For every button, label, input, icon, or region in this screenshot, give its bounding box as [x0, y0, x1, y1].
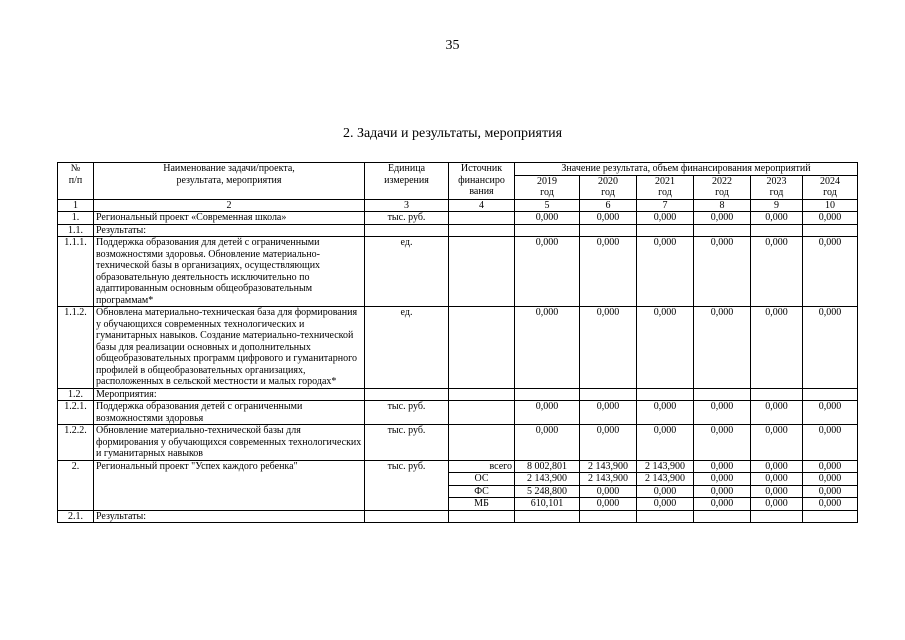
table-row: [58, 224, 858, 237]
row-value: [803, 388, 858, 401]
row-number: 2.: [58, 460, 94, 510]
row-name: Результаты:: [94, 510, 365, 523]
row-number: 1.1.: [58, 224, 94, 237]
row-source: МБ: [449, 498, 515, 511]
row-value: 0,000: [637, 237, 694, 307]
header-source: Источник финансиро вания: [449, 163, 515, 200]
header-year: 2023 год: [751, 175, 803, 199]
table-row: [58, 401, 858, 425]
row-value: 0,000: [637, 425, 694, 461]
row-source: [449, 425, 515, 461]
column-number: 5: [515, 199, 580, 212]
header-name: Наименование задачи/проекта, результата, мероприятия: [94, 163, 365, 200]
row-value: 0,000: [751, 473, 803, 486]
column-number: 1: [58, 199, 94, 212]
row-source: [449, 401, 515, 425]
row-value: [637, 224, 694, 237]
header-year: 2019 год: [515, 175, 580, 199]
row-value: 0,000: [751, 237, 803, 307]
row-value: 5 248,800: [515, 485, 580, 498]
row-value: 0,000: [751, 485, 803, 498]
row-empty-cell: [694, 510, 751, 523]
column-number: 2: [94, 199, 365, 212]
row-empty-cell: [515, 510, 580, 523]
row-value: 0,000: [751, 212, 803, 225]
row-value: 0,000: [751, 401, 803, 425]
row-name: Результаты:: [94, 224, 365, 237]
row-source: всего: [449, 460, 515, 473]
header-year: 2020 год: [580, 175, 637, 199]
row-value: [637, 388, 694, 401]
row-value: 0,000: [694, 307, 751, 389]
row-value: [751, 388, 803, 401]
row-empty-cell: [580, 510, 637, 523]
row-value: [751, 224, 803, 237]
row-value: 0,000: [637, 212, 694, 225]
row-empty-cell: [803, 510, 858, 523]
row-value: 0,000: [751, 307, 803, 389]
row-value: 0,000: [515, 401, 580, 425]
row-value: 0,000: [803, 401, 858, 425]
row-source: [449, 212, 515, 225]
row-source: [449, 224, 515, 237]
row-value: 2 143,900: [637, 473, 694, 486]
column-number: 8: [694, 199, 751, 212]
row-number: 1.1.2.: [58, 307, 94, 389]
row-value: 0,000: [580, 212, 637, 225]
row-source: [449, 307, 515, 389]
row-value: 0,000: [637, 498, 694, 511]
row-number: 1.2.1.: [58, 401, 94, 425]
column-number: 4: [449, 199, 515, 212]
row-source: ФС: [449, 485, 515, 498]
row-value: [694, 388, 751, 401]
row-value: 2 143,900: [637, 460, 694, 473]
row-value: 0,000: [637, 307, 694, 389]
row-value: 0,000: [803, 237, 858, 307]
results-table: [57, 162, 858, 523]
row-unit: [365, 224, 449, 237]
row-value: 0,000: [694, 460, 751, 473]
row-name: Поддержка образования детей с ограниченными возможностями здоровья: [94, 401, 365, 425]
row-value: 0,000: [694, 401, 751, 425]
row-value: [580, 388, 637, 401]
column-number: 7: [637, 199, 694, 212]
row-value: 0,000: [694, 473, 751, 486]
row-value: 0,000: [580, 401, 637, 425]
header-unit: Единица измерения: [365, 163, 449, 200]
row-source: [449, 388, 515, 401]
row-value: [694, 224, 751, 237]
row-unit: тыс. руб.: [365, 460, 449, 510]
row-number: 1.2.: [58, 388, 94, 401]
row-unit: тыс. руб.: [365, 425, 449, 461]
row-empty-cell: [751, 510, 803, 523]
row-value: 0,000: [637, 485, 694, 498]
row-value: 0,000: [694, 485, 751, 498]
page-number: 35: [445, 38, 460, 53]
header-values-group: Значение результата, объем финансирования мероприятий: [515, 163, 858, 176]
row-value: 0,000: [694, 425, 751, 461]
row-value: 0,000: [515, 307, 580, 389]
column-number: 9: [751, 199, 803, 212]
row-number: 1.1.1.: [58, 237, 94, 307]
table-row: [58, 212, 858, 225]
header-num: № п/п: [58, 163, 94, 200]
row-value: [580, 224, 637, 237]
row-value: 0,000: [803, 460, 858, 473]
row-value: 0,000: [694, 237, 751, 307]
row-value: 0,000: [515, 425, 580, 461]
row-value: 2 143,900: [580, 460, 637, 473]
table-row: [58, 307, 858, 389]
row-unit: ед.: [365, 237, 449, 307]
row-value: 0,000: [803, 473, 858, 486]
row-empty-cell: [365, 510, 449, 523]
row-name: Обновлена материально-техническая база для формирования у обучающихся современных технологических и гуманитарных навыков. Создание материально-технической базы для реализации основных и дополнительных общеобразовательных программ цифрового и гуманитарного профилей в общеобразовательных организациях, расположенных в сельской местности и малых городах*: [94, 307, 365, 389]
header-row: [58, 163, 858, 176]
table-row: [58, 460, 858, 473]
table-row: [58, 388, 858, 401]
row-name: Мероприятия:: [94, 388, 365, 401]
row-value: 610,101: [515, 498, 580, 511]
row-value: 0,000: [751, 460, 803, 473]
row-value: 0,000: [803, 485, 858, 498]
row-name: Обновление материально-технической базы для формирования у обучающихся современных технологических и гуманитарных навыков: [94, 425, 365, 461]
row-unit: ед.: [365, 307, 449, 389]
row-empty-cell: [637, 510, 694, 523]
column-number: 3: [365, 199, 449, 212]
row-value: 0,000: [580, 237, 637, 307]
row-value: 0,000: [803, 425, 858, 461]
row-value: 0,000: [751, 498, 803, 511]
column-number: 10: [803, 199, 858, 212]
header-year: 2021 год: [637, 175, 694, 199]
row-value: 0,000: [694, 212, 751, 225]
row-empty-cell: [449, 510, 515, 523]
row-source: [449, 237, 515, 307]
row-value: 0,000: [515, 212, 580, 225]
row-value: 0,000: [803, 498, 858, 511]
row-value: 2 143,900: [515, 473, 580, 486]
row-source: ОС: [449, 473, 515, 486]
section-title: 2. Задачи и результаты, мероприятия: [342, 126, 563, 141]
row-value: 0,000: [580, 307, 637, 389]
table-row: [58, 237, 858, 307]
row-value: 0,000: [803, 307, 858, 389]
row-value: [515, 388, 580, 401]
row-value: [515, 224, 580, 237]
row-value: 0,000: [580, 485, 637, 498]
row-value: 0,000: [580, 498, 637, 511]
row-value: 0,000: [515, 237, 580, 307]
row-value: 0,000: [803, 212, 858, 225]
row-value: 0,000: [637, 401, 694, 425]
table-row: [58, 425, 858, 461]
column-number-row: [58, 199, 858, 212]
row-number: 1.2.2.: [58, 425, 94, 461]
row-unit: [365, 388, 449, 401]
column-number: 6: [580, 199, 637, 212]
row-name: Региональный проект "Успех каждого ребенка": [94, 460, 365, 510]
row-value: 0,000: [694, 498, 751, 511]
row-unit: тыс. руб.: [365, 401, 449, 425]
row-name: Региональный проект «Современная школа»: [94, 212, 365, 225]
row-value: 0,000: [580, 425, 637, 461]
row-value: 0,000: [751, 425, 803, 461]
header-year: 2022 год: [694, 175, 751, 199]
row-number: 1.: [58, 212, 94, 225]
row-value: 2 143,900: [580, 473, 637, 486]
row-number: 2.1.: [58, 510, 94, 523]
row-unit: тыс. руб.: [365, 212, 449, 225]
row-name: Поддержка образования для детей с ограниченными возможностями здоровья. Обновление материально-технической базы в организациях, осуществляющих образовательную деятельность исключительно по адаптированным основным общеобразовательным программам*: [94, 237, 365, 307]
row-value: 8 002,801: [515, 460, 580, 473]
row-value: [803, 224, 858, 237]
table-row: [58, 510, 858, 523]
header-year: 2024 год: [803, 175, 858, 199]
